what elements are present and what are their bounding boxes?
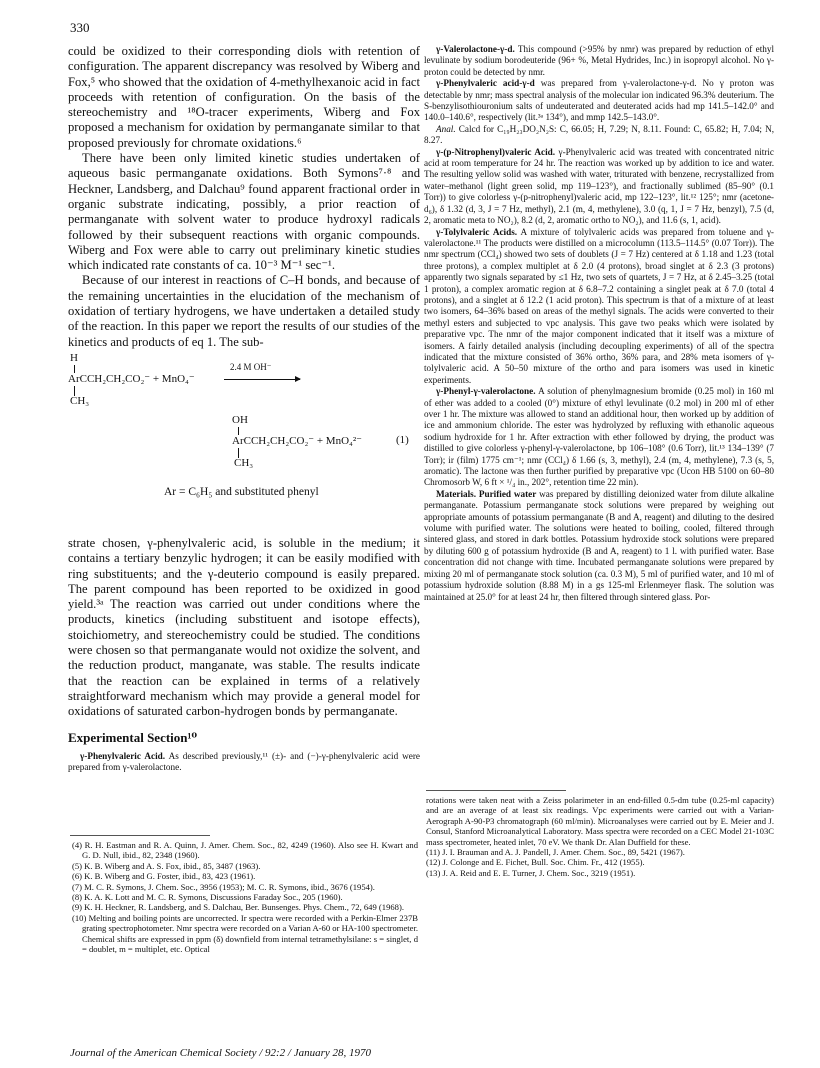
paragraph: This compound (>95% by nmr) was prepared by reduction of ethyl levulinate by sodium borodeuteride (96+ %, Metal Hydrides, Inc.) in isopropyl alcohol. No γ-proton could be detected by nmr. xyxy=(424,44,774,77)
footnote: (4) R. H. Eastman and R. A. Quinn, J. Amer. Chem. Soc., 82, 4249 (1960). Also see H. Kwart and G. D. Null, ibid., 82, 2348 (1960). xyxy=(72,840,418,861)
scheme-oh: OH xyxy=(232,413,248,426)
paragraph: was prepared from γ-valerolactone-γ-d. No γ proton was detectable by nmr; mass spectral analysis of the molecular ion indicated 96.3% deuterium. The S-benzylisothiouronium salts of undeuterated and deuterated acids had mp 141.5–142.0° and 140.0–140.6°, respectively (lit.³ᵃ 134°), and mmp 142.5–143.0°. xyxy=(424,78,774,123)
footnote: (9) K. H. Heckner, R. Landsberg, and S. Dalchau, Ber. Bunsenges. Phys. Chem., 72, 649 (1968). xyxy=(72,902,404,913)
subheading: γ-Tolylvaleric Acids. xyxy=(436,226,518,237)
scheme-footnote: Ar = C₆H₅ and substituted phenyl xyxy=(164,485,319,498)
paragraph: γ-Phenylvaleric acid was treated with concentrated nitric acid at room temperature for 24 hr. The reaction was worked up by addition to ice and water. The resulting yellow solid was washed with water, triturated with benzene, recrystallized from water–methanol (light green solid, mp 119–123°), and fractionally sublimed (85–90° (0.1 Torr)) to give colorless γ-(p-nitrophenyl)valeric acid, mp 122–123°, lit.¹² 125°; nmr (acetone-d₆), δ 1.32 (d, 3, J = 7 Hz, methyl), 2.1 (m, 4, methylene), 3.0 (q, 1, J = 7 Hz, benzyl), 7.5 (d, 2, aromatic meta to NO₂), 8.2 (d, 2, aromatic ortho to NO₂), and 11.6 (s, 1, acid). xyxy=(424,146,774,226)
footnotes-right xyxy=(426,795,774,878)
subheading: γ-(p-Nitrophenyl)valeric Acid. xyxy=(436,146,556,157)
left-column xyxy=(68,44,420,773)
footnote: (6) K. B. Wiberg and G. Foster, ibid., 83, 423 (1961). xyxy=(72,871,256,882)
footnote: (5) K. B. Wiberg and A. S. Fox, ibid., 85, 3487 (1963). xyxy=(72,860,261,871)
equation-number: (1) xyxy=(396,433,409,446)
paragraph: A solution of phenylmagnesium bromide (0.25 mol) in 160 ml of ether was added to a cooled (0°) mixture of ethyl levulinate (0.2 mol) in 200 ml of ether over 1 hr. The mixture was allowed to stand an additional hour, then worked up by addition of ice and ammonium chloride. The ester was hydrolyzed by refluxing with ethanolic aqueous sodium hydroxide for 1 hr. After extraction with ether followed by drying, the product was distilled to give colorless γ-phenyl-γ-valerolactone, bp 106–108° (0.6 Torr), lit.¹³ 134–139° (7 Torr); ir (film) 1775 cm⁻¹; nmr (CCl₄) δ 1.66 (s, 3, methyl), 2.4 (m, 4, methylene), 7.3 (s, 5, aromatic). The lactone was then further purified by preparative vpc (Ucon HB 5100 on 60–80 Chromosorb W, 6 ft × ¹/₄ in., 202°, retention time 22 min). xyxy=(424,386,774,488)
page-number: 330 xyxy=(70,20,90,35)
section-heading: Experimental Section¹⁰ xyxy=(68,729,198,745)
scheme-h-atom: H xyxy=(70,351,78,364)
scheme-conditions: 2.4 M OH⁻ xyxy=(230,361,272,372)
footnote: (8) K. A. K. Lott and M. C. R. Symons, Discussions Faraday Soc., 205 (1960). xyxy=(72,892,343,903)
scheme-reactants: ArCCH₂CH₂CO₂⁻ + MnO₄⁻ xyxy=(68,372,195,385)
label: Anal. xyxy=(436,123,456,134)
scheme-products: ArCCH₂CH₂CO₂⁻ + MnO₄²⁻ xyxy=(232,434,362,447)
paragraph: strate chosen, γ-phenylvaleric acid, is soluble in the medium; it contains a tertiary benzylic hydrogen; it can be easily modified with ring substituents; and the γ-deuterio compound is easily prepared. The parent compound has been reported to be oxidized in good yield.³ᵃ The reaction was carried out under conditions where the products, kinetics (including substituent and isotope effects), stoichiometry, and stereochemistry could be studied. The conditions were chosen so that permanganate would not oxidize the solvent, and the reduction product, manganate, was stable. The results indicate that the reaction can be explained in terms of a relatively straightforward mechanism which may provide a general model for oxidations of saturated carbon-hydrogen bonds by permanganate. xyxy=(68,535,420,719)
footnote-rule xyxy=(426,790,566,791)
footnote-rule xyxy=(70,835,210,836)
paragraph: Because of our interest in reactions of C–H bonds, and because of the remaining uncertainties in the elucidation of the mechanism of oxidation of tertiary hydrogens, we have undertaken a detailed study of the reaction. In this paper we report the results of our studies of the kinetics and products of eq 1. The sub- xyxy=(68,273,420,349)
paragraph: could be oxidized to their corresponding diols with retention of configuration. The apparent discrepancy was resolved by Wiberg and Fox,⁵ who showed that the oxidation of 4-methylhexanoic acid in fact proceeds with retention of configuration. On the basis of the stereochemistry and ¹⁸O-tracer experiments, Wiberg and Fox proposed a mechanism for oxidation by permanganate similar to that proposed previously for chromate oxidations.⁶ xyxy=(68,44,420,150)
subheading: γ-Phenylvaleric Acid. xyxy=(80,750,166,761)
subheading: γ-Valerolactone-γ-d. xyxy=(436,44,515,54)
reaction-arrow xyxy=(224,379,300,380)
running-footer: Journal of the American Chemical Society / 92:2 / January 28, 1970 xyxy=(70,1047,372,1059)
reaction-scheme xyxy=(68,350,420,536)
footnote: rotations were taken neat with a Zeiss polarimeter in an end-filled 0.5-dm tube (0.25-ml capacity) and are an average of at least six readings. Vpc experiments were carried out with a Varian-Aerograph A-90-P3 chromatograph (60 ml/min). Microanalyses were carried out by E. Meier and J. Consul, Stanford Microanalytical Laboratory. Mass spectra were recorded on a CEC Model 21-103C mass spectrometer, heated inlet, 70 eV. We thank Dr. Alan Duffield for these. xyxy=(426,795,774,847)
paragraph: There have been only limited kinetic studies undertaken of aqueous basic permanganate oxidations. Both Symons⁷·⁸ and Heckner, Landsberg, and Dalchau⁹ found apparent fractional order in organic substrate indicating, possibly, a prior reaction of permanganate with solvent water to produce hydroxyl radicals followed by their subsequent reactions with organic compounds. Wiberg and Fox were able to carry out preliminary kinetic studies which indicated rate constants of ca. 10⁻³ M⁻¹ sec⁻¹. xyxy=(68,151,420,273)
footnote: (13) J. A. Reid and E. E. Turner, J. Chem. Soc., 3219 (1951). xyxy=(426,867,636,878)
paragraph: As described previously,¹¹ (±)- and (−)-γ-phenylvaleric acid were prepared from γ-valerolactone. xyxy=(68,750,420,772)
footnote: (7) M. C. R. Symons, J. Chem. Soc., 3956 (1953); M. C. R. Symons, ibid., 3676 (1954). xyxy=(72,881,375,892)
scheme-methyl: CH₃ xyxy=(70,394,90,407)
footnotes-left xyxy=(72,840,418,954)
subheading: γ-Phenylvaleric acid-γ-d xyxy=(436,78,535,89)
paragraph: was prepared by distilling deionized water from dilute alkaline permanganate. Potassium permanganate stock solutions were prepared by weighing out appropriate amounts of potassium permanganate (B and A, reagent) and diluting to the desired volume with purified water. The solutions were heated to boiling, cooled, filtered through sintered glass, and stored in dark bottles. Potassium hydroxide stock solutions were prepared by diluting 600 g of potassium hydroxide (B and A, reagent) to 1 l. with purified water. Base concentration did not change with time. Incubated permanganate solutions were prepared by mixing 20 ml of permanganate stock solution (ca. 0.3 M), 5 ml of purified water, and 10 ml of potassium hydroxide solution (8.88 M) in a gs 125-ml Erlenmeyer flask. The solution was maintained at 25.0° for at least 24 hr, then filtered through sintered glass. Por- xyxy=(424,488,775,602)
right-column xyxy=(424,44,774,603)
footnote: (12) J. Colonge and E. Fichet, Bull. Soc. Chim. Fr., 412 (1955). xyxy=(426,857,645,868)
scheme-methyl: CH₃ xyxy=(234,456,254,469)
footnote: (11) J. I. Brauman and A. J. Pandell, J. Amer. Chem. Soc., 89, 5421 (1967). xyxy=(426,847,685,858)
subheading: γ-Phenyl-γ-valerolactone. xyxy=(436,386,536,397)
subheading: Materials. Purified water xyxy=(436,488,537,499)
paragraph: Calcd for C₁₉H₂₃DO₂N₂S: C, 66.05; H, 7.29; N, 8.11. Found: C, 65.82; H, 7.04; N, 8.27. xyxy=(424,123,774,146)
footnote: (10) Melting and boiling points are uncorrected. Ir spectra were recorded with a Perkin-Elmer 237B grating spectrophotometer. Nmr spectra were recorded on a Varian A-60 or HA-100 spectrometer. Chemical shifts are expressed in ppm (δ) downfield from internal tetramethylsilane: s = singlet, d = doublet, m = multiplet, etc. Optical xyxy=(72,912,418,955)
paragraph: A mixture of tolylvaleric acids was prepared from toluene and γ-valerolactone.¹¹ The products were distilled on a microcolumn (113.5–114.5° (0.07 Torr)). The nmr spectrum (CCl₄) showed two sets of doublets (J = 7 Hz) centered at δ 1.18 and 1.23 (total three protons), a complex multiplet at δ 2.0 (4 protons), broad singlet at δ 2.3 (3 protons) apparently two signals separated by ≤1 Hz, two sets of quartets, J = 7 Hz, at δ 2.45–3.25 (total 1 proton), a complex aromatic region at δ 6.8–7.2 containing a singlet peak at δ 7.0 (total 4 protons), and a singlet at δ 12.2 (1 acid proton). This spectrum is that of a mixture of at least two isomers, 64–36% based on areas of the methyl signals. The acids were converted to their methyl esters and subjected to vpc analysis. This gave two peaks which were isolated by preparative vpc. The nmr of the major component indicated that it itself was a mixture of isomers. A fairly detailed analysis (including decoupling experiments) of all of the spectra indicated that the mixture consisted of 36% ortho, 36% para, and 28% meta isomers of γ-tolylvaleric acid. A 50–50 mixture of the ortho and para isomers was used in kinetic experiments. xyxy=(424,226,774,385)
